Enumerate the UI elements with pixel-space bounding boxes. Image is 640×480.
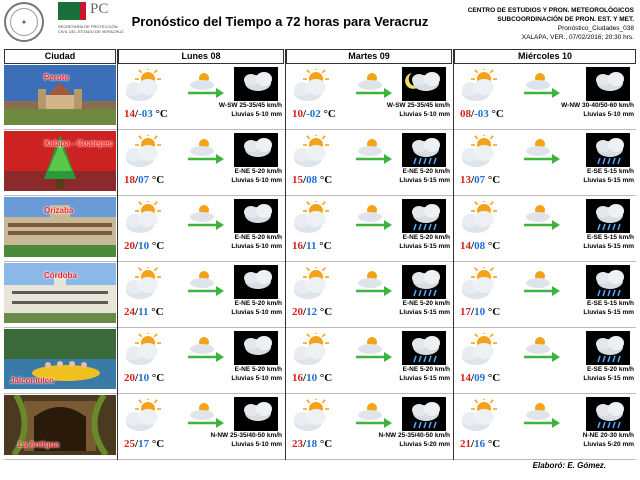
city-name: Córdoba <box>44 271 77 280</box>
wind-direction-arrow-icon <box>524 152 560 164</box>
wind-forecast: E-SE 5-15 km/h <box>587 300 634 307</box>
partly-cloudy-icon <box>290 267 334 301</box>
proteccion-civil-logo: PC SECRETARÍA DE PROTECCIÓN CIVIL DEL ESTADO DE VERACRUZ <box>58 1 124 34</box>
cloudy-night-icon <box>234 133 278 167</box>
partly-cloudy-icon <box>290 135 334 169</box>
min-temperature: 08 <box>474 240 486 252</box>
max-temperature: 20 <box>292 306 303 318</box>
wind-direction-arrow-icon <box>356 350 392 362</box>
issue-date: XALAPA, VER., 07/02/2016; 20:30 hrs. <box>521 34 634 41</box>
min-temperature: 07 <box>474 174 486 186</box>
temperature-separator: / <box>471 174 475 186</box>
rain-forecast: Lluvias 5-10 mm <box>231 111 282 118</box>
temperature <box>292 174 332 186</box>
max-temperature: 08 <box>460 108 471 120</box>
wind-direction-arrow-icon <box>188 86 224 98</box>
partly-cloudy-icon <box>458 333 502 367</box>
temperature-separator: / <box>135 174 139 186</box>
forecast-cell <box>454 64 636 126</box>
temperature-separator: / <box>471 108 475 120</box>
partly-cloudy-icon <box>458 201 502 235</box>
wind-direction-arrow-icon <box>188 416 224 428</box>
temperature-unit: °C <box>319 306 333 318</box>
forecast-cell <box>454 196 636 258</box>
max-temperature: 23 <box>292 438 303 450</box>
max-temperature: 20 <box>124 240 135 252</box>
forecast-row <box>4 328 636 394</box>
min-temperature: 11 <box>306 240 317 252</box>
wind-direction-arrow-icon <box>356 218 392 230</box>
temperature-separator: / <box>303 240 307 252</box>
city-name: Orizaba <box>44 206 74 215</box>
rain-night-icon <box>402 331 446 365</box>
partly-cloudy-icon <box>458 135 502 169</box>
wind-forecast: W-NW 30-40/50-60 km/h <box>561 102 634 109</box>
forecast-row <box>4 394 636 460</box>
cloudy-night-icon <box>586 67 630 101</box>
forecast-cell <box>286 394 452 456</box>
max-temperature: 24 <box>124 306 135 318</box>
min-temperature: 10 <box>306 372 318 384</box>
max-temperature: 21 <box>460 438 471 450</box>
wind-direction-arrow-icon <box>524 86 560 98</box>
institution-line: SUBCOORDINACIÓN DE PRON. EST. Y MET. <box>497 16 634 23</box>
temperature-unit: °C <box>319 438 333 450</box>
temperature <box>292 372 332 384</box>
partly-cloudy-icon <box>290 69 334 103</box>
temperature-separator: / <box>135 306 139 318</box>
institution-line: CENTRO DE ESTUDIOS Y PRON. METEOROLÓGICOS <box>467 7 634 14</box>
cloudy-night-icon <box>234 67 278 101</box>
wind-forecast: N-NW 25-35/40-50 km/h <box>378 432 450 439</box>
city-photo <box>4 329 116 392</box>
wind-forecast: E-NE 5-20 km/h <box>234 234 282 241</box>
institution-block <box>434 6 634 42</box>
forecast-cell <box>454 328 636 390</box>
temperature-separator: / <box>471 372 475 384</box>
rain-forecast: Lluvias 5-20 mm <box>583 441 634 448</box>
partly-cloudy-icon <box>290 333 334 367</box>
rain-night-icon <box>402 133 446 167</box>
rain-night-icon <box>586 265 630 299</box>
column-header-day2: Martes 09 <box>286 49 452 64</box>
temperature-unit: °C <box>491 108 504 120</box>
temperature-separator: / <box>303 108 307 120</box>
wind-direction-arrow-icon <box>524 218 560 230</box>
author-credit: Elaboró: E. Gómez. <box>532 461 606 470</box>
temperature-separator: / <box>135 108 139 120</box>
column-divider <box>117 49 118 460</box>
max-temperature: 25 <box>124 438 135 450</box>
wind-forecast: E-NE 5-20 km/h <box>234 168 282 175</box>
wind-direction-arrow-icon <box>524 416 560 428</box>
city-name: Jalcomulco <box>10 376 55 385</box>
min-temperature: 10 <box>474 306 486 318</box>
city-photo <box>4 263 116 326</box>
temperature-separator: / <box>135 438 139 450</box>
wind-forecast: E-NE 5-20 km/h <box>402 366 450 373</box>
forecast-row <box>4 64 636 130</box>
rain-night-icon <box>586 199 630 233</box>
forecast-cell <box>118 262 284 324</box>
max-temperature: 14 <box>460 372 471 384</box>
rain-night-icon <box>402 397 446 431</box>
city-photo <box>4 197 116 260</box>
temperature-unit: °C <box>319 240 332 252</box>
rain-forecast: Lluvias 5-15 mm <box>399 243 450 250</box>
temperature <box>124 372 164 384</box>
rain-night-icon <box>586 331 630 365</box>
temperature-unit: °C <box>487 306 501 318</box>
temperature <box>292 240 332 252</box>
temperature-separator: / <box>135 372 139 384</box>
wind-direction-arrow-icon <box>356 152 392 164</box>
forecast-row <box>4 196 636 262</box>
partly-cloudy-icon <box>122 399 166 433</box>
city-photo <box>4 131 116 194</box>
temperature-unit: °C <box>151 306 164 318</box>
temperature <box>460 372 500 384</box>
max-temperature: 14 <box>460 240 471 252</box>
wind-forecast: N-NE 20-30 km/h <box>582 432 634 439</box>
min-temperature: 10 <box>138 372 150 384</box>
rain-night-icon <box>586 133 630 167</box>
min-temperature: -02 <box>306 108 321 120</box>
temperature-unit: °C <box>323 108 336 120</box>
rain-night-icon <box>586 397 630 431</box>
max-temperature: 16 <box>292 372 303 384</box>
rain-forecast: Lluvias 5-15 mm <box>399 177 450 184</box>
temperature-unit: °C <box>487 174 501 186</box>
page-header <box>0 0 640 46</box>
temperature-separator: / <box>303 174 307 186</box>
forecast-id: Pronóstico_Ciudades_038 <box>557 25 634 32</box>
min-temperature: 17 <box>138 438 150 450</box>
max-temperature: 20 <box>124 372 135 384</box>
max-temperature: 14 <box>124 108 135 120</box>
temperature <box>124 240 164 252</box>
temperature-separator: / <box>471 240 475 252</box>
forecast-cell <box>118 64 284 126</box>
temperature <box>292 306 332 318</box>
rain-forecast: Lluvias 5-15 mm <box>583 309 634 316</box>
wind-direction-arrow-icon <box>524 350 560 362</box>
temperature <box>124 438 164 450</box>
partly-cloudy-icon <box>122 333 166 367</box>
temperature-unit: °C <box>151 438 165 450</box>
partly-cloudy-icon <box>122 135 166 169</box>
forecast-cell <box>286 328 452 390</box>
city-photo <box>4 65 116 128</box>
partly-cloudy-icon <box>122 267 166 301</box>
temperature <box>124 174 164 186</box>
temperature <box>460 108 504 120</box>
temperature-separator: / <box>471 306 475 318</box>
temperature-unit: °C <box>151 240 165 252</box>
wind-direction-arrow-icon <box>188 152 224 164</box>
rain-forecast: Lluvias 5-10 mm <box>231 243 282 250</box>
rain-forecast: Lluvias 5-20 mm <box>399 441 450 448</box>
max-temperature: 15 <box>292 174 303 186</box>
temperature <box>124 108 168 120</box>
max-temperature: 13 <box>460 174 471 186</box>
column-header-day3: Miércoles 10 <box>454 49 636 64</box>
temperature-separator: / <box>135 240 139 252</box>
state-seal-icon: ✦ <box>4 2 44 42</box>
forecast-cell <box>454 394 636 456</box>
forecast-cell <box>286 262 452 324</box>
temperature-unit: °C <box>151 174 165 186</box>
rain-forecast: Lluvias 5-15 mm <box>583 177 634 184</box>
forecast-row <box>4 130 636 196</box>
rain-forecast: Lluvias 5-10 mm <box>399 111 450 118</box>
min-temperature: -03 <box>138 108 153 120</box>
max-temperature: 18 <box>124 174 135 186</box>
min-temperature: 11 <box>138 306 149 318</box>
temperature <box>292 108 336 120</box>
wind-direction-arrow-icon <box>188 218 224 230</box>
temperature-unit: °C <box>151 372 165 384</box>
column-header-day1: Lunes 08 <box>118 49 284 64</box>
forecast-cell <box>286 130 452 192</box>
min-temperature: 12 <box>306 306 318 318</box>
wind-forecast: E-NE 5-20 km/h <box>402 168 450 175</box>
temperature-unit: °C <box>319 174 333 186</box>
min-temperature: -03 <box>474 108 489 120</box>
forecast-cell <box>118 130 284 192</box>
city-name: La Antigua <box>18 440 60 449</box>
column-header-city: Ciudad <box>4 49 116 64</box>
wind-forecast: W-SW 25-35/45 km/h <box>386 102 450 109</box>
max-temperature: 10 <box>292 108 303 120</box>
city-photo <box>4 395 116 458</box>
temperature-separator: / <box>471 438 475 450</box>
temperature-unit: °C <box>487 438 501 450</box>
cloudy-night-icon <box>234 199 278 233</box>
max-temperature: 16 <box>292 240 303 252</box>
cloudy-night-icon <box>234 331 278 365</box>
city-name: Xalapa - Coatepec <box>44 139 113 148</box>
rain-night-icon <box>402 199 446 233</box>
forecast-row <box>4 262 636 328</box>
wind-direction-arrow-icon <box>356 86 392 98</box>
partly-cloudy-icon <box>290 201 334 235</box>
temperature-unit: °C <box>487 240 501 252</box>
partly-cloudy-icon <box>458 69 502 103</box>
forecast-cell <box>286 196 452 258</box>
city-name: Perote <box>44 73 69 82</box>
wind-direction-arrow-icon <box>524 284 560 296</box>
wind-direction-arrow-icon <box>188 284 224 296</box>
wind-forecast: E-SE 5-20 km/h <box>587 366 634 373</box>
rain-forecast: Lluvias 5-10 mm <box>231 309 282 316</box>
min-temperature: 18 <box>306 438 318 450</box>
wind-direction-arrow-icon <box>356 284 392 296</box>
column-divider <box>453 49 454 460</box>
temperature <box>124 306 164 318</box>
rain-forecast: Lluvias 5-10 mm <box>231 441 282 448</box>
rain-forecast: Lluvias 5-10 mm <box>231 177 282 184</box>
temperature-unit: °C <box>319 372 333 384</box>
temperature-unit: °C <box>155 108 168 120</box>
temperature-unit: °C <box>487 372 501 384</box>
min-temperature: 08 <box>306 174 318 186</box>
rain-night-icon <box>402 265 446 299</box>
rain-forecast: Lluvias 5-10 mm <box>583 111 634 118</box>
temperature <box>460 174 500 186</box>
min-temperature: 16 <box>474 438 486 450</box>
rain-forecast: Lluvias 5-15 mm <box>399 309 450 316</box>
forecast-cell <box>118 394 284 456</box>
moon-cloud-icon <box>402 67 446 101</box>
wind-direction-arrow-icon <box>356 416 392 428</box>
partly-cloudy-icon <box>458 267 502 301</box>
rain-forecast: Lluvias 5-15 mm <box>583 375 634 382</box>
temperature <box>460 240 500 252</box>
cloudy-night-icon <box>234 265 278 299</box>
wind-forecast: E-SE 5-15 km/h <box>587 168 634 175</box>
wind-forecast: E-NE 5-20 km/h <box>402 300 450 307</box>
max-temperature: 17 <box>460 306 471 318</box>
min-temperature: 07 <box>138 174 150 186</box>
page-title: Pronóstico del Tiempo a 72 horas para Veracruz <box>131 14 429 29</box>
wind-forecast: E-SE 5-15 km/h <box>587 234 634 241</box>
cloudy-night-icon <box>234 397 278 431</box>
column-divider <box>285 49 286 460</box>
temperature-separator: / <box>303 306 307 318</box>
wind-forecast: E-NE 5-20 km/h <box>402 234 450 241</box>
rain-forecast: Lluvias 5-15 mm <box>399 375 450 382</box>
rain-forecast: Lluvias 5-15 mm <box>583 243 634 250</box>
rain-forecast: Lluvias 5-10 mm <box>231 375 282 382</box>
min-temperature: 09 <box>474 372 486 384</box>
forecast-cell <box>454 130 636 192</box>
wind-forecast: W-SW 25-35/45 km/h <box>218 102 282 109</box>
partly-cloudy-icon <box>122 69 166 103</box>
wind-forecast: E-NE 5-20 km/h <box>234 366 282 373</box>
temperature <box>460 306 500 318</box>
forecast-cell <box>118 196 284 258</box>
temperature-separator: / <box>303 372 307 384</box>
wind-forecast: E-NE 5-20 km/h <box>234 300 282 307</box>
forecast-cell <box>118 328 284 390</box>
forecast-cell <box>286 64 452 126</box>
wind-direction-arrow-icon <box>188 350 224 362</box>
partly-cloudy-icon <box>122 201 166 235</box>
partly-cloudy-icon <box>290 399 334 433</box>
forecast-cell <box>454 262 636 324</box>
temperature <box>292 438 332 450</box>
partly-cloudy-icon <box>458 399 502 433</box>
temperature <box>460 438 500 450</box>
min-temperature: 10 <box>138 240 150 252</box>
wind-forecast: N-NW 25-35/40-50 km/h <box>210 432 282 439</box>
temperature-separator: / <box>303 438 307 450</box>
